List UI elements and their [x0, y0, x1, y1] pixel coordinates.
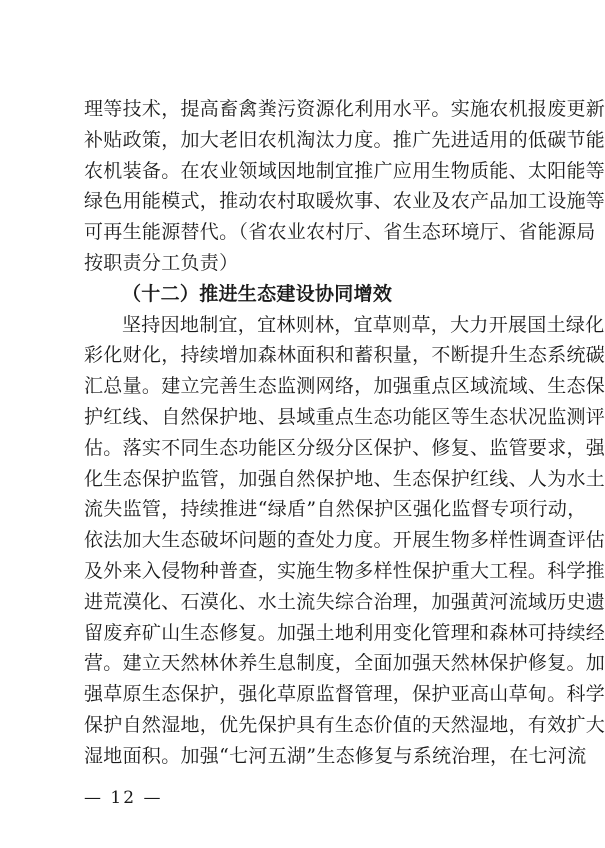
section-line-11: 留废弃矿山生态修复。加强土地利用变化管理和森林可持续经	[84, 621, 605, 644]
section-line-5: 估。落实不同生态功能区分级分区保护、修复、监管要求，强	[84, 436, 605, 459]
section-line-14: 保护自然湿地，优先保护具有生态价值的天然湿地，有效扩大	[84, 713, 605, 736]
paragraph-line-5: 可再生能源替代。（省农业农村厅、省生态环境厅、省能源局	[84, 221, 596, 244]
section-heading: （十二）推进生态建设协同增效	[122, 282, 393, 305]
paragraph-line-3: 农机装备。在农业领域因地制宜推广应用生物质能、太阳能等	[84, 159, 605, 182]
paragraph-line-2: 补贴政策，加大老旧农机淘汰力度。推广先进适用的低碳节能	[84, 128, 605, 151]
paragraph-line-1: 理等技术，提高畜禽粪污资源化利用水平。实施农机报废更新	[84, 98, 605, 120]
paragraph-line-6: 按职责分工负责）	[84, 251, 239, 274]
section-line-12: 营。建立天然林休养生息制度，全面加强天然林保护修复。加	[84, 652, 605, 675]
section-line-2: 彩化财化，持续增加森林面积和蓄积量，不断提升生态系统碳	[84, 344, 605, 367]
body-text	[84, 94, 605, 772]
section-line-7: 流失监管，持续推进“绿盾”自然保护区强化监督专项行动，	[84, 498, 587, 521]
section-line-4: 护红线、自然保护地、县域重点生态功能区等生态状况监测评	[84, 405, 605, 428]
section-line-13: 强草原生态保护，强化草原监督管理，保护亚高山草甸。科学	[84, 683, 605, 706]
section-line-3: 汇总量。建立完善生态监测网络，加强重点区域流域、生态保	[84, 375, 605, 398]
page-number: — 12 —	[84, 788, 163, 808]
section-line-15: 湿地面积。加强“七河五湖”生态修复与系统治理，在七河流	[84, 744, 587, 767]
section-line-9: 及外来入侵物种普查，实施生物多样性保护重大工程。科学推	[84, 559, 605, 582]
section-line-10: 进荒漠化、石漠化、水土流失综合治理，加强黄河流域历史遗	[84, 590, 605, 613]
section-line-8: 依法加大生态破坏问题的查处力度。开展生物多样性调查评估	[84, 529, 605, 552]
section-line-6: 化生态保护监管，加强自然保护地、生态保护红线、人为水土	[84, 467, 605, 490]
paragraph-line-4: 绿色用能模式，推动农村取暖炊事、农业及农产品加工设施等	[84, 190, 605, 213]
section-line-1: 坚持因地制宜，宜林则林，宜草则草，大力开展国土绿化	[122, 313, 605, 336]
